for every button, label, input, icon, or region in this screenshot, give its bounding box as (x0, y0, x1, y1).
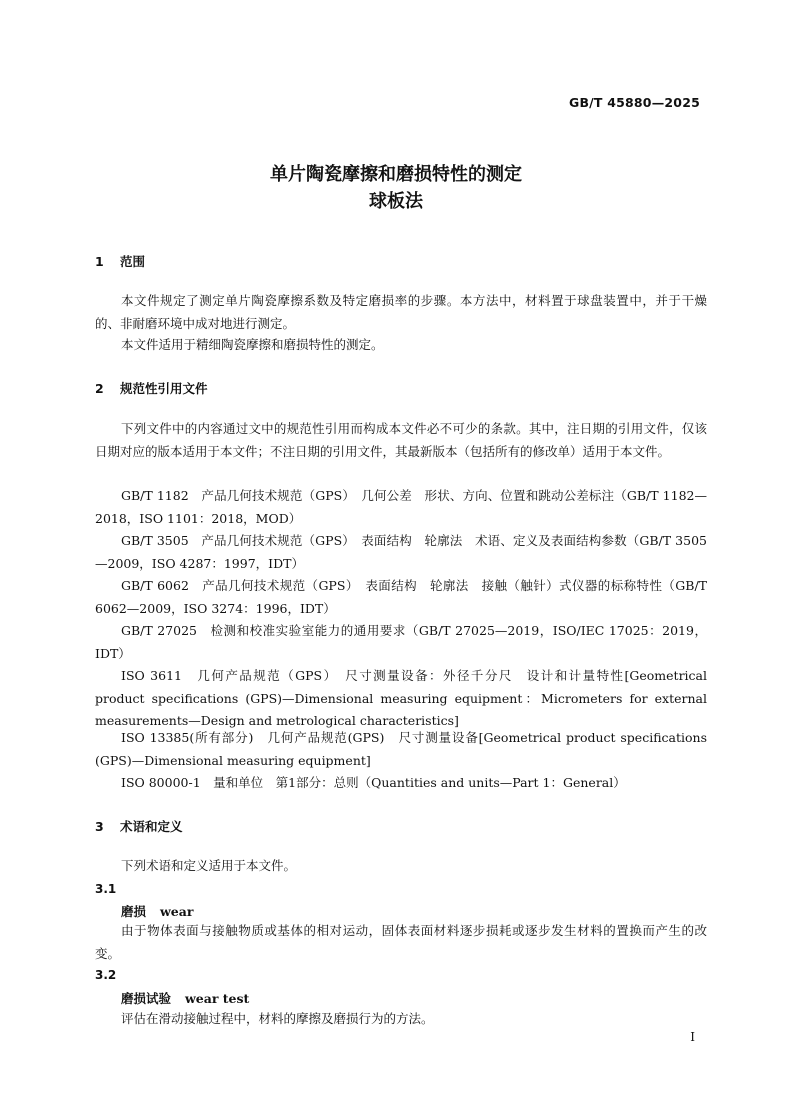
section-1-heading (95, 252, 145, 270)
reference-item: ISO 13385(所有部分) 几何产品规范(GPS) 尺寸测量设备[Geometrical product specifications (GPS)—Dimensional measuring equipment] (95, 730, 707, 768)
section-3-heading (95, 817, 183, 835)
term-heading (121, 989, 249, 1007)
reference-item: ISO 3611 几何产品规范（GPS） 尺寸测量设备：外径千分尺 设计和计量特性[Geometrical product specifications (GPS)—Dimensional measuring equipment：Micrometers for external measurements—Design and metrological characteristics] (95, 668, 707, 728)
section-title: 规范性引用文件 (120, 381, 208, 396)
scope-paragraph-1: 本文件规定了测定单片陶瓷摩擦系数及特定磨损率的步骤。本方法中，材料置于球盘装置中，并于干燥的、非耐磨环境中成对地进行测定。 (95, 293, 707, 331)
section-number: 1 (95, 254, 104, 269)
term-en: wear test (185, 991, 250, 1006)
reference-item: GB/T 6062 产品几何技术规范（GPS） 表面结构 轮廓法 接触（触针）式仪器的标称特性（GB/T 6062—2009，ISO 3274：1996，IDT） (95, 578, 707, 616)
term-zh: 磨损试验 (121, 991, 172, 1006)
term-number: 3.2 (95, 968, 117, 982)
document-subtitle: 球板法 (369, 191, 423, 212)
reference-item: GB/T 27025 检测和校准实验室能力的通用要求（GB/T 27025—2019，ISO/IEC 17025：2019，IDT） (95, 623, 707, 661)
section-title: 术语和定义 (120, 819, 183, 834)
section-number: 3 (95, 819, 104, 834)
terms-intro: 下列术语和定义适用于本文件。 (121, 858, 297, 873)
reference-item: GB/T 1182 产品几何技术规范（GPS） 几何公差 形状、方向、位置和跳动公差标注（GB/T 1182—2018，ISO 1101：2018，MOD） (95, 488, 707, 526)
references-intro: 下列文件中的内容通过文中的规范性引用而构成本文件必不可少的条款。其中，注日期的引用文件，仅该日期对应的版本适用于本文件；不注日期的引用文件，其最新版本（包括所有的修改单）适用于本文件。 (95, 421, 707, 459)
document-title: 单片陶瓷摩擦和磨损特性的测定 (270, 164, 522, 185)
reference-item: ISO 80000-1 量和单位 第1部分：总则（Quantities and units—Part 1：General） (121, 775, 626, 790)
scope-paragraph-2: 本文件适用于精细陶瓷摩擦和磨损特性的测定。 (121, 337, 384, 352)
term-heading (121, 902, 193, 920)
term-en: wear (160, 904, 194, 919)
term-definition: 由于物体表面与接触物质或基体的相对运动，固体表面材料逐步损耗或逐步发生材料的置换而产生的改变。 (95, 923, 707, 961)
section-title: 范围 (120, 254, 146, 269)
term-zh: 磨损 (121, 904, 147, 919)
term-number: 3.1 (95, 882, 117, 896)
reference-item: GB/T 3505 产品几何技术规范（GPS） 表面结构 轮廓法 术语、定义及表面结构参数（GB/T 3505—2009，ISO 4287：1997，IDT） (95, 533, 707, 571)
standard-number: GB/T 45880—2025 (568, 95, 700, 110)
section-number: 2 (95, 381, 104, 396)
page-number: I (690, 1030, 695, 1044)
term-definition: 评估在滑动接触过程中，材料的摩擦及磨损行为的方法。 (121, 1011, 434, 1026)
section-2-heading (95, 379, 208, 397)
